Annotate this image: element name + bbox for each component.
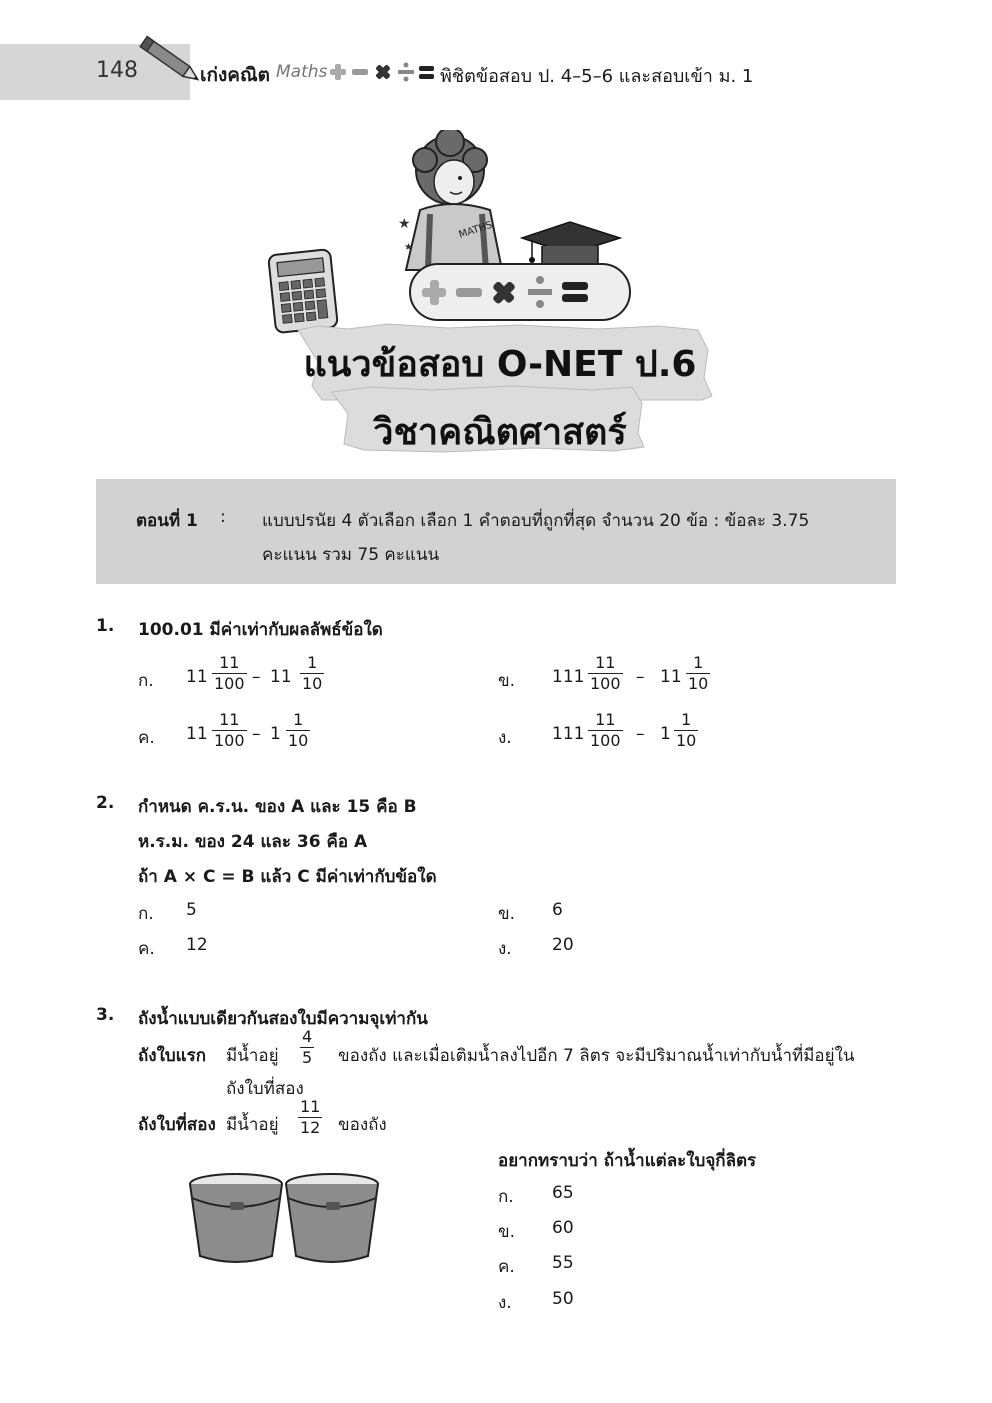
fraction: 11 100 xyxy=(590,653,621,693)
tank1-label: ถังใบแรก xyxy=(138,1046,207,1066)
minus-sign: – xyxy=(636,667,645,687)
tank2-label: ถังใบที่สอง xyxy=(138,1115,216,1135)
operators-pill xyxy=(410,264,630,320)
fraction: 11 100 xyxy=(214,653,245,693)
brand-subtitle: Maths xyxy=(276,62,328,82)
q3-option-label: ก. xyxy=(498,1187,514,1207)
q3-option-label: ง. xyxy=(498,1293,512,1313)
q2-line2: ห.ร.ม. ของ 24 และ 36 คือ A xyxy=(138,832,368,852)
q3-number: 3. xyxy=(96,1005,115,1025)
fraction: 1 10 xyxy=(676,710,697,750)
q1-option-label: ง. xyxy=(498,728,512,748)
q1-number: 1. xyxy=(96,616,115,636)
fraction: 1 10 xyxy=(288,710,309,750)
q3-text: ถังน้ำแบบเดียวกันสองใบมีความจุเท่ากัน xyxy=(138,1009,428,1029)
svg-text:★: ★ xyxy=(404,242,413,253)
q3-question: อยากทราบว่า ถ้าน้ำแต่ละใบจุกี่ลิตร xyxy=(498,1151,757,1171)
fraction: 11 100 xyxy=(214,710,245,750)
q2-line1: กำหนด ค.ร.น. ของ A และ 15 คือ B xyxy=(138,797,417,817)
q1-option-whole: 11 xyxy=(186,724,208,744)
q2-option-label: ก. xyxy=(138,904,154,924)
q1-option-whole: 111 xyxy=(552,724,585,744)
math-operators-icon xyxy=(326,58,436,86)
bucket-icon xyxy=(190,1174,282,1262)
q1-option-whole: 11 xyxy=(270,667,292,687)
q1-option-label: ก. xyxy=(138,671,154,691)
shirt-text: MATHS xyxy=(457,219,494,241)
q2-option-value: 5 xyxy=(186,900,197,920)
bucket-icon xyxy=(286,1174,378,1262)
pencil-icon xyxy=(130,30,210,90)
q3-option-value: 60 xyxy=(552,1218,574,1238)
q3-option-label: ข. xyxy=(498,1222,516,1242)
minus-sign: – xyxy=(252,667,261,687)
fraction: 11 12 xyxy=(300,1097,321,1137)
instruction-line2: คะแนน รวม 75 คะแนน xyxy=(262,545,440,565)
header-title: พิชิตข้อสอบ ป. 4–5–6 และสอบเข้า ม. 1 xyxy=(440,66,754,87)
tank2-post: ของถัง xyxy=(338,1115,387,1135)
tank2-pre: มีน้ำอยู่ xyxy=(226,1115,279,1135)
page-number: 148 xyxy=(96,58,138,83)
fraction: 1 10 xyxy=(688,653,709,693)
banner-title: แนวข้อสอบ O-NET ป.6 xyxy=(303,344,697,385)
q2-line3: ถ้า A × C = B แล้ว C มีค่าเท่ากับข้อใด xyxy=(138,867,437,887)
q2-option-value: 20 xyxy=(552,935,574,955)
tank1-pre: มีน้ำอยู่ xyxy=(226,1046,279,1066)
fraction: 4 5 xyxy=(302,1027,313,1067)
q3-option-label: ค. xyxy=(498,1257,515,1277)
buckets-illustration xyxy=(180,1160,380,1266)
instruction-label: ตอนที่ 1 xyxy=(136,511,198,531)
q2-option-label: ข. xyxy=(498,904,516,924)
q2-option-label: ค. xyxy=(138,939,155,959)
q1-text: 100.01 มีค่าเท่ากับผลลัพธ์ข้อใด xyxy=(138,620,383,640)
q3-option-value: 50 xyxy=(552,1289,574,1309)
girl-illustration xyxy=(406,130,502,270)
q2-number: 2. xyxy=(96,793,115,813)
q1-option-whole: 1 xyxy=(660,724,671,744)
q2-option-value: 6 xyxy=(552,900,563,920)
q2-option-label: ง. xyxy=(498,939,512,959)
svg-text:★: ★ xyxy=(398,216,411,232)
q2-option-value: 12 xyxy=(186,935,208,955)
q3-option-value: 55 xyxy=(552,1253,574,1273)
tank1-post: ของถัง และเมื่อเติมน้ำลงไปอีก 7 ลิตร จะมีปริมาณน้ำเท่ากับน้ำที่มีอยู่ใน xyxy=(338,1046,855,1066)
q3-option-value: 65 xyxy=(552,1183,574,1203)
q1-option-whole: 11 xyxy=(186,667,208,687)
q1-option-label: ค. xyxy=(138,728,155,748)
tank1-post2: ถังใบที่สอง xyxy=(226,1079,304,1099)
instruction-line1: แบบปรนัย 4 ตัวเลือก เลือก 1 คำตอบที่ถูกที่สุด จำนวน 20 ข้อ : ข้อละ 3.75 xyxy=(262,511,810,531)
banner-subtitle: วิชาคณิตศาสตร์ xyxy=(373,412,627,453)
minus-sign: – xyxy=(252,724,261,744)
q1-option-whole: 1 xyxy=(270,724,281,744)
q1-option-whole: 111 xyxy=(552,667,585,687)
q1-option-whole: 11 xyxy=(660,667,682,687)
instruction-colon: : xyxy=(220,507,226,527)
brand-name: เก่งคณิต xyxy=(200,64,270,86)
calculator-icon xyxy=(268,249,338,333)
fraction: 1 10 xyxy=(302,653,323,693)
q1-option-label: ข. xyxy=(498,671,516,691)
fraction: 11 100 xyxy=(590,710,621,750)
minus-sign: – xyxy=(636,724,645,744)
